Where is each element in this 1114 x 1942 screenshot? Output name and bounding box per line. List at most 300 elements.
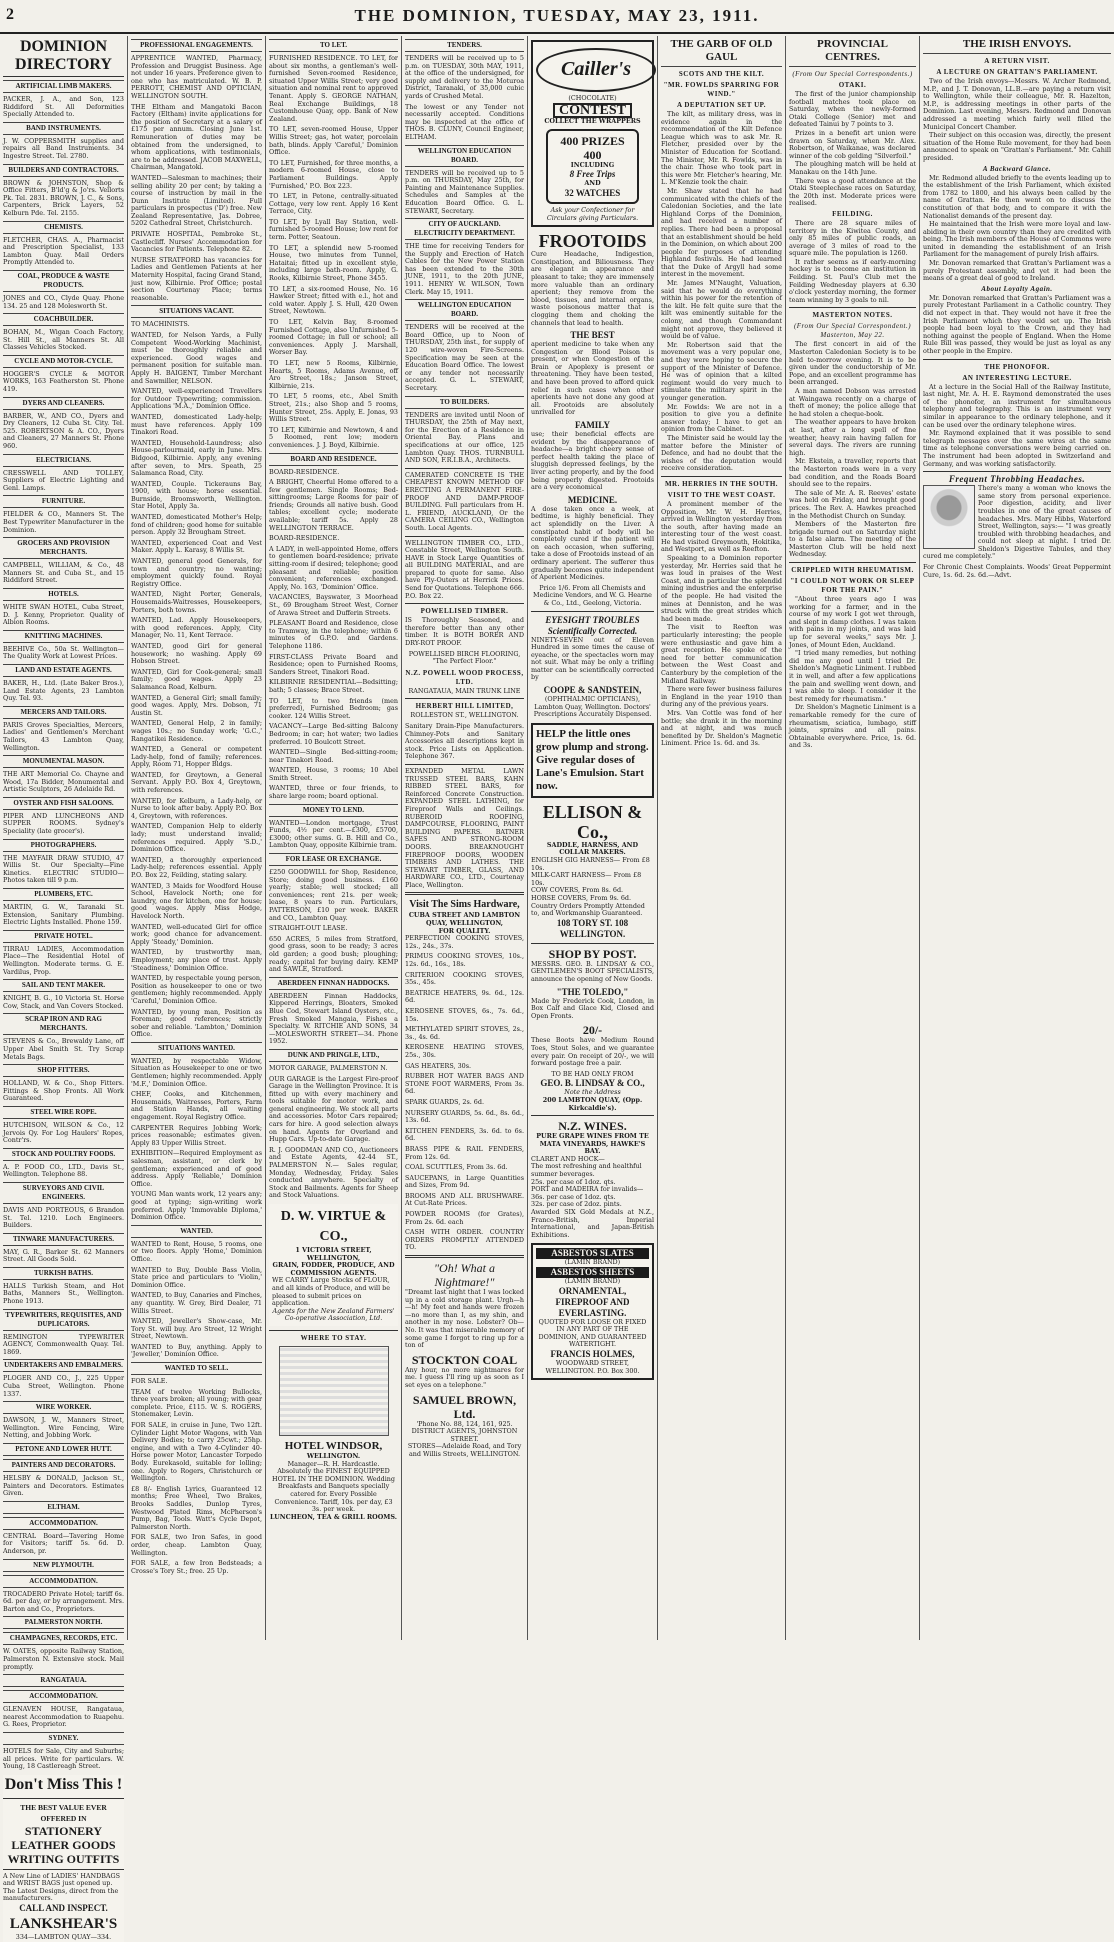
directory-listings bbox=[3, 80, 124, 1771]
asbestos-firm: FRANCIS HOLMES, bbox=[550, 1348, 635, 1359]
ad-shop-name: LANKSHEAR'S bbox=[9, 1916, 118, 1933]
wine-item: 25s. per case of 1doz. qts. bbox=[531, 1177, 616, 1186]
man-portrait-illustration bbox=[923, 485, 975, 549]
classified-entry: THE time for receiving Tenders for the Supply and Erection of Hatch Cables for the New Power Station has been extended to the 30th JUNE, 1911, to the 20th JUNE, 1911. HENRY W. WILSON, Town Clerk. May 15, 1911. bbox=[405, 242, 524, 296]
brown-stores: STORES—Adelaide Road, and Tory and Willis Streets, WELLINGTON. bbox=[407, 1442, 522, 1458]
directory-heading: TYPEWRITERS, REQUISITES, AND DUPLICATORS. bbox=[3, 1309, 124, 1331]
feilding-body bbox=[789, 220, 916, 305]
classified-entry: WANTED, well-educated Girl for office work; good chance for advancement. Apply 'Steady,' Dominion. bbox=[131, 922, 262, 946]
powellised-flooring: POWELLISED BIRCH FLOORING, "The Perfect Floor." bbox=[408, 649, 521, 666]
classified-entry: TO LET, 5 rooms, etc., Abel Smith Street, 21s.; also Shop and 5 rooms, Hunter Street, 25s. Apply, E. Jonas, 93 Willis Street. bbox=[269, 392, 398, 424]
classified-entry: WANTED—London mortgage, Trust Funds, 4½ per cent.—£300, £5700, £3000; other sums. G. B. Hill and Co., Lambton Quay, opposite Kilbirnie tram. bbox=[269, 818, 398, 850]
wines-title: N.Z. WINES. bbox=[558, 1119, 627, 1134]
otaki-heading: OTAKI. bbox=[838, 81, 867, 89]
newspaper-title: THE DOMINION, TUESDAY, MAY 23, 1911. bbox=[354, 6, 760, 25]
classified-entry: NURSE STRATFORD has vacancies for Ladies and Gentlemen Patients at her Maternity Hospital, facing Grand Stand, just now, Kilbirnie. Prof Office; postal section Courtenay Place; terms reasonable. bbox=[131, 255, 262, 302]
tenders-listings bbox=[405, 39, 524, 465]
article-paragraph: Mr. Robertson said that the movement was a very popular one, and they were hoping to secure the support of the Minister of Defence. He was of opinion that a kilted regiment would do very much to stimulate the military spirit in the younger generation. bbox=[661, 340, 782, 402]
phonofor-body bbox=[923, 384, 1111, 469]
directory-entry: BEEHIVE Co., 50a St. Wellington—The Quality Work at Lowest Prices. bbox=[3, 644, 124, 661]
classified-entry: WANTED, for Greytown, a General Servant. Apply P.O. Box 4, Greytown, with references. bbox=[131, 770, 262, 795]
directory-heading: STOCK AND POULTRY FOODS. bbox=[3, 1148, 124, 1161]
cailler-contest: CONTEST bbox=[553, 103, 632, 119]
article-paragraph: Prizes in a benefit art union were drawn on Saturday, when Mr. Alex. Robertson, of Waikanae, was declared winner of the cob gelding "Silverfoil." bbox=[789, 128, 916, 160]
directory-heading: COAL, PRODUCE & WASTE PRODUCTS. bbox=[3, 270, 124, 292]
shop-toledo: "THE TOLEDO," bbox=[556, 986, 629, 997]
shop-firm: GEO. B. LINDSAY & CO., bbox=[540, 1078, 645, 1089]
classified-entry: TO LET, a six-roomed House, No. 16 Hawker Street; fitted with e.l., hot and cold water. Apply J. S. Hull, 420 Owen Street, Newtown. bbox=[269, 284, 398, 316]
directory-title: DOMINION DIRECTORY bbox=[3, 38, 124, 77]
classified-entry: TENDERS are invited until Noon of THURSDAY, the 25th of May next, for the Erection of a Residence in Oriental Bay. Plans and specifications at our office, 125 Lambton Quay. THOS. TURNBULL AND SON, F.R.I.B.A., Architects. bbox=[405, 410, 524, 465]
classified-entry: WANTED, General Help, 2 in family; wages 10s.; no Sunday work; 'G.C.,' Rangatikei Residence. bbox=[131, 719, 262, 743]
directory-heading: PRIVATE HOTEL. bbox=[3, 930, 124, 943]
article-paragraph: He maintained that the Irish were more loyal and law-abiding in their own country than they are credited with being. The Irish members of the House of Commons were united in demanding the establishment of an Irish Parliament for the management of purely Irish affairs. bbox=[923, 220, 1111, 259]
directory-entry: A. P. FOOD CO., LTD., Davis St., Wellington. Telephone 88. bbox=[3, 1162, 124, 1179]
classified-entry: FURNISHED RESIDENCE. TO LET, for about six months, a gentleman's well-furnished Seven-roomed Residence, situated Upper Willis Street; very good situation and nominal rent to approved Tenant. Apply S. GEORGE NATHAN, Real Exchange Buildings, 18 Customhouse Quay, opp. Bank of New Zealand. bbox=[269, 54, 398, 123]
article-paragraph: Mrs. Van Cottle was fond of her bottle; she drank it in the morning and at night, and was much benefited by Dr. Sheldon's Magnetic Liniment. Price 1s. 6d. and 3s. bbox=[661, 708, 782, 748]
directory-heading: CHEMISTS. bbox=[3, 221, 124, 234]
directory-heading: ACCOMMODATION. bbox=[3, 1517, 124, 1530]
column-directory bbox=[0, 36, 128, 1942]
classified-heading: MONEY TO LEND. bbox=[269, 804, 398, 817]
directory-heading: RANGATAUA. bbox=[3, 1674, 124, 1687]
sims-item: CRITERION COOKING STOVES, 35s., 45s. bbox=[405, 970, 524, 987]
shop-desc: Made by Frederick Cook, London, in Box Calf and Glace Kid, Closed and Open Fronts. bbox=[531, 996, 654, 1020]
directory-heading: COACHBUILDER. bbox=[3, 313, 124, 326]
irish-article-body bbox=[923, 78, 1111, 163]
directory-entry: CRESSWELL AND TOLLEY, Suppliers of Electric Lighting and Genl. Lamps. bbox=[3, 468, 124, 492]
garb-sub-3: A DEPUTATION SET UP. bbox=[676, 101, 767, 109]
classified-heading: TO LET. bbox=[269, 39, 398, 52]
classified-entry: WANTED, general good Generals, for town and country; no wanting; employment quickly found. Royal Registry Office. bbox=[131, 557, 262, 588]
classified-entry: STRAIGHT-OUT LEASE. bbox=[269, 924, 348, 933]
frootoids-p1: Cure Headache, Indigestion, Constipation, and Biliousness. They are elegant in appearance and pleasant to take; they are immensely more valuable than an ordinary aperient; they remove from the blood, tissues, and internal organs, waste poisonous matter that is clogging them and choking the channels that lead to health. bbox=[531, 250, 654, 327]
brown-depots: DISTRICT AGENTS, JOHNSTON STREET. bbox=[411, 1427, 518, 1443]
classified-entry: TO LET, in Petone, centrally-situated Cottage, very low rent. Apply 16 Kent Terrace, City. bbox=[269, 192, 398, 216]
directory-entry: CENTRAL Board—Tavering Home for Visitors; tariff 5s. 6d. D. Anderson, pr. bbox=[3, 1531, 124, 1555]
classified-entry: PRIVATE HOSPITAL, Pembroke St., Castlecliff. Nurses' Accommodation for Vacancies for Patients. Telephone 82. bbox=[131, 230, 262, 254]
frootoids-family: FAMILY bbox=[574, 420, 610, 431]
classified-entry: TO LET, to two friends (men preferred), Furnished Bedroom; gas cooker. 124 Willis Street. bbox=[269, 696, 398, 720]
directory-entry: BAKER, H., Ltd. (Late Baker Bros.), Land Estate Agents, 23 Lambton Quy. Tel. 93. bbox=[3, 678, 124, 703]
classified-heading: SITUATIONS VACANT. bbox=[131, 305, 262, 318]
cailler-watches: 32 WATCHES bbox=[564, 187, 621, 198]
frootoids-p3: use; their beneficial effects are evident by the disappearance of headache—a bright cheery sense of perfect health taking the place of sluggish depressed feelings, by the liver acting properly, and by the food being properly digested. Frootoids are a very economical bbox=[531, 430, 654, 492]
shop-title: SHOP BY POST. bbox=[548, 946, 637, 961]
crippled-title: CRIPPLED WITH RHEUMATISM. bbox=[791, 566, 914, 575]
classified-entry: WANTED, a thoroughly experienced Lady-help; references essential. Apply P.O. Box 22, Feilding, stating salary. bbox=[131, 855, 262, 879]
classified-entry: WANTED, by respectable Widow, Situation as Housekeeper to one or two Gentlemen; highly recommended. Apply 'M.F.,' Dominion Office. bbox=[131, 1056, 262, 1088]
sims-item: PERFECTION COOKING STOVES, 12s., 24s., 37s. bbox=[405, 934, 524, 950]
directory-heading: BUILDERS AND CONTRACTORS. bbox=[3, 164, 124, 177]
classified-entry: WANTED—Salesman to machines; their selling ability 20 per cent; by taking a course of instruction by mail in the Dunn Institute (Limited). Full particulars in prospectus ('D') free. New Zealand Representative, Jas. Dobree, 5202 Cathedral Street, Christchurch. bbox=[131, 173, 262, 228]
classified-entry: APPRENTICE WANTED, Pharmacy, Profession and Druggist Business. Age not under 16 years. Preference given to one who has matriculated. W. B. P. PERROTT, CHEMIST AND OPTICIAN, WELLINGTON SOUTH. bbox=[131, 54, 262, 100]
cailler-prizes: 400 PRIZES 400 bbox=[560, 133, 625, 162]
classified-entry: TO LET, a splendid new 5-roomed House, two minutes from Tunnel, Hataitai; fitted up in excellent style, including large bath-room. Apply, G. Rooks, Kilbirnie Street, Phone 3455. bbox=[269, 243, 398, 283]
sims-item: NURSERY GUARDS, 5s. 6d., 8s. 6d., 13s. 6d. bbox=[405, 1108, 524, 1125]
directory-entry: MAY, G. R., Barker St. 62 Manners Street. All Goods Sold. bbox=[3, 1247, 124, 1264]
classified-entry: TEAM of twelve Working Bullocks, three years broken; all young; with gear complete. Price, £115. W. S. ROGERS, Stonemaker, Levin. bbox=[131, 1387, 262, 1419]
directory-heading: ACCOMMODATION. bbox=[3, 1690, 124, 1703]
directory-entry: PLOGER AND CO., J., 225 Upper Cuba Street, Wellington. Phone 1337. bbox=[3, 1374, 124, 1398]
classified-entry: A BRIGHT, Cheerful Home offered to a few gentlemen. Single Rooms; Bed-sittingrooms; Large Rooms for pair of friends; Grounds all native bush. Good tables; excellent cycle; moderate available; tariff 5s. Apply 28 WELLINGTON TERRACE. bbox=[269, 478, 398, 532]
classified-entry: WANTED, by young man, Position as Foreman; good references; strictly sober and reliable. 'Lambton,' Dominion Office. bbox=[131, 1007, 262, 1039]
article-paragraph: "I tried many remedies, but nothing did me any good until I tried Dr. Sheldon's Magnetic Liniment. I rubbed it in well, and after a few applications the pain and swelling went down, and I was able to sleep. I consider it the best remedy for rheumatism." bbox=[789, 649, 916, 703]
classified-entry: WANTED to Rent, House, 5 rooms, one or two floors. Apply 'Home,' Dominion Office. bbox=[131, 1239, 262, 1263]
classified-heading: DUNK AND PRINGLE, LTD., bbox=[269, 1049, 398, 1062]
classified-entry: TENDERS will be received at the Board Office, up to Noon of THURSDAY, 25th inst., for supply of 120 wire-woven Fire-Screens. Specification may be seen at the Education Board Office. The lowest or any tender not necessarily accepted. G. L. STEWART, Secretary. bbox=[405, 323, 524, 392]
classified-entry: WANTED, 3 Maids for Woodford House School, Havelock North; one for laundry, one for kitchen, one for house; good wages. Apply Miss Hodge, Havelock North. bbox=[131, 881, 262, 920]
garb-title: THE GARB OF OLD GAUL bbox=[661, 38, 782, 67]
classified-entry: FOR SALE, two Iron Safes, in good order, cheap. Lambton Quay, Wellington. bbox=[131, 1533, 262, 1557]
samuel-brown: SAMUEL BROWN, Ltd. bbox=[412, 1392, 517, 1421]
sims-item: KEROSENE STOVES, 6s., 7s. 6d., 15s. bbox=[405, 1007, 524, 1023]
classified-entry: WANTED, well-experienced Travellers for Outdoor Typewriting; commission. Applications 'M.A.,' Dominion Office. bbox=[131, 387, 262, 411]
cailler-including: INCLUDING bbox=[570, 160, 615, 169]
directory-heading: ELTHAM. bbox=[3, 1501, 124, 1514]
article-paragraph: Dr. Sheldon's Magnetic Liniment is a remarkable remedy for the cure of rheumatism, sciatica, lumbago, stiff joints, sprains and all pains. Obtainable everywhere. Price, 1s. 6d. and 3s. bbox=[789, 703, 916, 750]
otaki-body bbox=[789, 91, 916, 208]
ellison-sub: SADDLE, HARNESS, AND COLLAR MAKERS. bbox=[546, 840, 639, 857]
classified-entry: 650 ACRES, 5 miles from Stratford, good grass, soon to be ready; 3 acres old garden; a good bush; ploughing; ready; capital for buying dairy. KEMP and SAWLE, Stratford. bbox=[269, 934, 398, 974]
directory-heading: PAINTERS AND DECORATORS. bbox=[3, 1459, 124, 1472]
asbestos-address: WOODWARD STREET, WELLINGTON. P.O. Box 300. bbox=[545, 1358, 640, 1375]
directory-heading: ELECTRICIANS. bbox=[3, 454, 124, 467]
ad-writing-outfits: WRITING OUTFITS bbox=[7, 1851, 120, 1866]
provincial-sub: (From Our Special Correspondents.) bbox=[792, 70, 913, 78]
eyesight-firm: COOPE & SANDSTEIN, bbox=[543, 685, 642, 696]
frootoids-title: FROOTOIDS bbox=[538, 231, 647, 252]
nightmare-title: "Oh! What a Nightmare!" bbox=[433, 1261, 496, 1290]
hotel-text: Absolutely the FINEST EQUIPPED HOTEL IN THE DOMINION. Wedding Breakfasts and Banquets specially catered for. Every Possible Convenience. Tariff, 10s. per day, £3 3s. per week. bbox=[272, 1467, 395, 1514]
hotel-rooms: LUNCHEON, TEA & GRILL ROOMS. bbox=[270, 1512, 397, 1521]
shop-note: Note the Address bbox=[564, 1088, 621, 1097]
directory-entry: HELSBY & DONALD, Jackson St., Painters and Decorators. Estimates Given. bbox=[3, 1474, 124, 1498]
brown-phone: 'Phone No. 88, 124, 161, 925. bbox=[416, 1419, 513, 1428]
classified-heading: PROFESSIONAL ENGAGEMENTS. bbox=[131, 39, 262, 52]
article-paragraph: The visit to Reefton was particularly interesting; the people were enthusiastic and gave him a great reception. He spoke of the need for better communication between the West Coast and Canterbury by the completion of the Midland Railway. bbox=[661, 623, 782, 685]
directory-entry: PACKER, J. A., and Son, 123 Riddiford St. All Deformities Specially Attended to. bbox=[3, 95, 124, 119]
article-paragraph: The weather appears to have broken at last, after a long spell of fine weather, heavy rain having fallen for several days. The rivers are running high. bbox=[789, 418, 916, 457]
crippled-sub: "I COULD NOT WORK OR SLEEP FOR THE PAIN." bbox=[790, 577, 915, 595]
classified-entry: WANTED, Night Porter, Generals, Housemaids-Waitresses, Housekeepers, Porters, both towns. bbox=[131, 590, 262, 614]
virtue-text: WE CARRY Large Stocks of FLOUR, and all kinds of Produce, and will be pleased to submit prices on application. bbox=[272, 1276, 391, 1308]
directory-heading: DYERS AND CLEANERS. bbox=[3, 397, 124, 410]
eyesight-address: (OPHTHALMIC OPTICIANS), Lambton Quay, Wellington. Doctors' Prescriptions Accurately Dispensed. bbox=[533, 695, 652, 719]
powellised-address: RANGATAUA, MAIN TRUNK LINE bbox=[408, 686, 521, 695]
cailler-foot: Ask your Confectioner for Circulars giving Particulars. bbox=[546, 205, 639, 222]
lanes-text: HELP the little ones grow plump and strong. Give regular doses of Lane's Emulsion. Start now. bbox=[536, 727, 649, 792]
shop-address: 200 LAMBTON QUAY, (Opp. Kirkcaldie's). bbox=[542, 1095, 643, 1112]
headaches-foot: For Chronic Chest Complaints. Woods' Great Peppermint Cure, 1s. 6d. 2s. 6d.—Advt. bbox=[923, 563, 1111, 579]
ellison-country: Country Orders Promptly Attended to, and Workmanship Guaranteed. bbox=[531, 901, 645, 918]
article-paragraph: A prominent member of the Opposition, Mr. W. H. Herries, arrived in Wellington yesterday from the south, after having made an interesting tour of the west coast. He had visited Greymouth, Hokitika, and Westport, as well as Reefton. bbox=[661, 499, 782, 554]
classified-heading: CITY OF AUCKLAND. ELECTRICITY DEPARTMENT. bbox=[405, 218, 524, 240]
column-ads bbox=[528, 36, 658, 1640]
directory-heading: SHOP FITTERS. bbox=[3, 1064, 124, 1077]
column-irish bbox=[920, 36, 1114, 1640]
directory-entry: TIRRAU LADIES, Accommodation Place—The Residential Hotel of Wellington. Moderate terms. G. E. Vardilus, Prop. bbox=[3, 944, 124, 976]
classified-entry: WANTED, experienced Coat and Vest Maker. Apply L. Karasy, 8 Willis St. bbox=[131, 538, 262, 555]
directory-heading: CHAMPAGNES, RECORDS, ETC. bbox=[3, 1632, 124, 1645]
directory-entry: TROCADERO Private Hotel; tariff 6s. 6d. per day, or by arrangement. Mrs. Barton and Co., Proprietors. bbox=[3, 1589, 124, 1613]
article-paragraph: The ploughing match will be held at Manakau on the 14th June. bbox=[789, 160, 916, 176]
concrete-ad: CAMERATED CONCRETE IS THE CHEAPEST KNOWN METHOD OF ERECTING A PERMANENT FIRE-PROOF AND DAMP-PROOF BUILDING. Full particulars from H. L. FRIEND, AUCKLAND, Or the CAMERA CEILING CO., Wellington South. Local Agents. bbox=[405, 470, 524, 532]
directory-entry: GLENAVEN HOUSE, Rangataua, nearest Accommodation to Ruapehu. G. Rees, Proprietor. bbox=[3, 1705, 124, 1729]
loyalty-body bbox=[923, 295, 1111, 356]
directory-heading: OYSTER AND FISH SALOONS. bbox=[3, 797, 124, 810]
directory-heading: ARTIFICIAL LIMB MAKERS. bbox=[3, 80, 124, 93]
classified-entry: £250 GOODWILL for Shop, Residence, Store; doing good business. £160 yearly; stable; well stocked; all conveniences; rent 21s. per week; lease, 8 years to run. Particulars, PATTERSON, £10 per week. BAKER and CO., Lambton Quay. bbox=[269, 868, 398, 922]
directory-heading: NEW PLYMOUTH. bbox=[3, 1559, 124, 1572]
directory-entry: BARBER, W., AND CO., Dyers and Dry Cleaners, 12 Cuba St. City. Tel. 525. ROBERTSON & A. CO., Dyers and Cleaners, 27 Manners St. Phone 960. bbox=[3, 411, 124, 451]
masthead bbox=[0, 0, 1114, 34]
sims-item: POWDER ROOMS (for Grates), From 2s. 6d. each bbox=[405, 1210, 524, 1226]
asbestos-ad bbox=[531, 1243, 654, 1380]
classified-entry: WANTED, domesticated Mother's Help; fond of children; good home for suitable person. Apply 32 Brougham Street. bbox=[131, 513, 262, 537]
directory-heading: SAIL AND TENT MAKER. bbox=[3, 979, 124, 992]
to-let-listings bbox=[269, 39, 398, 1200]
wines-note: Awarded SIX Gold Medals at N.Z., Franco-British, Imperial International, and Japan-British Exhibitions. bbox=[531, 1208, 654, 1239]
article-paragraph: Their subject on this occasion was, directly, the present situation of the Home Rule movement, for they had been announced to speak on "Grattan's Parliament." Mr. Cahill presided. bbox=[923, 131, 1111, 162]
asbestos-sheets: ASBESTOS SHEETS bbox=[536, 1267, 649, 1278]
classified-entry: WANTED, domesticated Lady-help; must have references. Apply 109 Tinakori Road. bbox=[131, 412, 262, 437]
ad-headline: Don't Miss This ! bbox=[4, 1775, 123, 1793]
directory-heading: KNITTING MACHINES. bbox=[3, 630, 124, 643]
cailler-and: AND bbox=[584, 179, 601, 188]
nightmare-text: "Dreamt last night that I was locked up in a cold storage plant. Urgh—h—h! My feet and hands were frozen—no more than I, as my shin, and another in my nose. Lobster? Ob—No. It was that miserable memory of some game I forgot to ring up for a ton of bbox=[405, 1288, 524, 1350]
sims-item: KITCHEN FENDERS, 3s. 6d. to 6s. 6d. bbox=[405, 1126, 524, 1143]
classified-entry: £8 8/- English Lyrics, Guaranteed 12 months; Free Wheel, Two Brakes, Brooks Saddles, Dunlop Tyres, Westwood Plated Rims, McPherson's Pump, Bag, Tools. Watt's Cycle Depot, Palmerston North. bbox=[131, 1484, 262, 1531]
classified-entry: VACANCY—Large Bed-sitting Balcony Bedroom; in car; hot water; two ladies preferred. 10 Boulcott Street. bbox=[269, 722, 398, 746]
virtue-agents: Agents for the New Zealand Farmers' Co-operative Association, Ltd. bbox=[272, 1306, 395, 1323]
directory-heading: WIRE WORKER. bbox=[3, 1401, 124, 1414]
classified-entry: The lowest or any Tender not necessarily accepted. Conditions may be inspected at the office of THOS. B. CLUNY, Council Engineer, ELTHAM. bbox=[405, 102, 524, 141]
ad-stationery: STATIONERY bbox=[24, 1823, 103, 1838]
directory-heading: LAND AND ESTATE AGENTS. bbox=[3, 664, 124, 677]
eyesight-title: EYESIGHT TROUBLES Scientifically Corrected. bbox=[545, 614, 640, 636]
directory-entry: MARTIN, G. W., Taranaki St. Extension, Sanitary Plumbing. Electric Lights Installed. Phone 159. bbox=[3, 903, 124, 927]
sims-item: CASH WITH ORDER. COUNTRY ORDERS PROMPTLY ATTENDED TO. bbox=[405, 1228, 524, 1252]
column-tenders bbox=[402, 36, 528, 1640]
virtue-address: 1 VICTORIA STREET, WELLINGTON, bbox=[295, 1246, 372, 1262]
directory-entry: PARIS Groves Specialties, Mercers, Ladies' and Gentlemen's Merchant Tailors, 43 Lambton Quay, Wellington. bbox=[3, 720, 124, 752]
garb-sub-2: "MR. FOWLDS SPARRING FOR WIND." bbox=[663, 81, 780, 98]
ellison-address: 108 TORY ST. 108 WELLINGTON. bbox=[556, 917, 629, 939]
directory-heading: HOTELS. bbox=[3, 588, 124, 601]
directory-entry: HALLS Turkish Steam, and Hot Baths, Manners St., Wellington. Phone 1913. bbox=[3, 1281, 124, 1306]
masterton-sub: (From Our Special Correspondent.) Masterton, May 22. bbox=[793, 322, 912, 340]
sims-item: BROOMS AND ALL BRUSHWARE. At Cut-Rate Prices. bbox=[405, 1191, 524, 1208]
timber-ad: WELLINGTON TIMBER CO., LTD., Constable Street, Wellington South. HAVE in Stock Large Quantities of all BUILDING MATERIAL, and are prepared to quote for same. Also have Ply-Outers at Herrick Prices. Send for Quotations. Telephone 666. P.O. Box 22. bbox=[405, 538, 524, 600]
sims-item: SPARK GUARDS, 2s. 6d. bbox=[405, 1097, 484, 1106]
directory-heading: TURKISH BATHS. bbox=[3, 1267, 124, 1280]
classified-entry: ABERDEEN Finnan Haddocks, Kippered Herrings, Bloaters, Smoked Blue Cod, Stewart Island Oysters, etc., Fresh Smoked Mangaia, Fishes a Specialty. W. RITCHIE AND SONS, 34—MOLESWORTH STREET—34. Phone 1952. bbox=[269, 991, 398, 1046]
directory-entry: STEVENS & Co., Brewaldy Lane, off Upper Abel Smith St. Try Scrap Metals Bags. bbox=[3, 1037, 124, 1061]
virtue-line: GRAIN, FODDER, PRODUCE, AND COMMISSION AGENTS. bbox=[272, 1261, 395, 1277]
directory-entry: FIELDER & CO., Manners St. The Best Typewriter Manufacturer in the Dominion. bbox=[3, 510, 124, 534]
classified-entry: WANTED, for Nelson Yards, a Fully Competent Wood-Working Machinist, must be thoroughly reliable and experienced. Good wages and permanent position for suitable man. Apply H. BAIGENT, Timber Merchant and Sawmiller, NELSON. bbox=[131, 331, 262, 385]
classified-entry: WANTED to Buy, anything. Apply to 'Jeweller,' Dominion Office. bbox=[131, 1342, 262, 1359]
phonofor-title: THE PHONOFOR. bbox=[984, 362, 1050, 371]
asbestos-sheets-brand: (LAMIN BRAND) bbox=[564, 1277, 621, 1285]
lankshear-ad bbox=[3, 1775, 124, 1942]
classified-heading: SITUATIONS WANTED. bbox=[131, 1042, 262, 1055]
article-paragraph: Speaking to a Dominion reporter yesterday, Mr. Herries said that he was loud in praises of the West Coast, and in particular the splendid mining industries and the enterprise of the people. He had visited the mines at Denniston, and he was struck with the great strides which had been made. bbox=[661, 554, 782, 623]
wine-item: The most refreshing and healthful summer beverages. bbox=[531, 1162, 642, 1179]
article-paragraph: Mr. Donovan remarked that Grattan's Parliament was a purely Protestant Parliament in a Catholic country. They did not expect in that. They would not have it free the Irish Parliament which they would set up. The Irish people had been loyal to the Crown, and they had nothing against the people of England. When the Home Rule Bill was passed, they would be just as loyal as any other people in the Empire. bbox=[923, 293, 1111, 355]
classified-entry: WANTED to Buy, Double Bass Violin, State price and particulars to 'Violin,' Dominion Office. bbox=[131, 1265, 262, 1289]
column-situations bbox=[128, 36, 266, 1640]
article-paragraph: The Minister said he would lay the matter before the Minister of Defence, and had no doubt that the wishes of the deputation would receive consideration. bbox=[661, 433, 782, 473]
article-paragraph: There was a good attendance at the Otaki Steeplechase races on Saturday, the 20th inst. Moderate prices were realised. bbox=[789, 176, 916, 208]
classified-entry: MOTOR GARAGE, PALMERSTON N. bbox=[269, 1063, 388, 1072]
classified-heading: WELLINGTON EDUCATION BOARD. bbox=[405, 299, 524, 321]
article-paragraph: It rather seems as if early-morning hockey is to become an institution in Feilding. St. Paul's Club met the Feilding Wednesday players at 6.30 o'clock yesterday morning, the former team winning by 3 goals to nil. bbox=[789, 257, 916, 304]
cailler-sub: (CHOCOLATE) bbox=[568, 94, 617, 102]
sims-item: COAL SCUTTLES, From 3s. 6d. bbox=[405, 1163, 508, 1172]
classified-entry: R. J. GOODMAN AND CO., Auctioneers and Estate Agents, 42-44 ST., PALMERSTON N.— Sales regular, Monday, Wednesday, Friday. Sales conducted anywhere. Specialty of Stock and Bailments. Agents for Sheep and Stock Valuations. bbox=[269, 1145, 398, 1200]
directory-entry: DAVIS AND PORTEOUS, 6 Brandon St. Tel. 1210. Loch Engineers. Builders. bbox=[3, 1205, 124, 1230]
directory-entry: BOHAN, M., Wigan Coach Factory, St. Hill St., all Manners St. All Classes Vehicles Stocked. bbox=[3, 328, 124, 352]
classified-entry: WANTED, Companion Help to elderly lady; must understand invalid; references required. Apply 'S.D.,' Dominion Office. bbox=[131, 822, 262, 854]
classified-entry: CARPENTER Requires Jobbing Work; prices reasonable; estimates given. Apply 83 Upper Willis Street. bbox=[131, 1123, 262, 1147]
classified-entry: WANTED, by trustworthy man, Employment; any place of trust. Apply 'Steadiness,' Dominion Office. bbox=[131, 948, 262, 972]
provincial-title: PROVINCIAL CENTRES. bbox=[789, 38, 916, 67]
classified-entry: TO LET, Furnished, for three months, a modern 6-roomed House, close to Parliament Buildings. Apply 'Furnished,' P.O. Box 223. bbox=[269, 158, 398, 190]
shop-text-2: These Boots have Medium Round Toes, Stout Soles, and we guarantee every pair. On receipt of 20/-, we will forward postage free a pair. bbox=[531, 1036, 654, 1068]
article-paragraph: There were fewer business failures in England in the year 1910 than during any of the previous years. bbox=[661, 685, 782, 709]
asbestos-text: QUOTED FOR LOOSE OR FIXED IN ANY PART OF THE DOMINION, AND GUARANTEED WATERTIGHT. bbox=[538, 1317, 647, 1349]
hill-text: Sanitary Drain-Pipe Manufacturers. Chimney-Pots and Sanitary Accessories all descriptions kept in stock. Price Lists on Application. Telephone 367. bbox=[405, 722, 524, 761]
article-paragraph: Mr. Fowlds: We are not in a position to give you a definite answer today; I have to get an opinion from the Cabinet. bbox=[661, 402, 782, 434]
ad-text: A New Line of LADIES' HANDBAGS and WRIST BAGS just opened up. The Latest Designs, direct from the manufacturers. bbox=[3, 1871, 121, 1903]
ad-call: CALL AND INSPECT. bbox=[19, 1903, 108, 1914]
classified-entry: WANTED, a General or competent Lady-help, fond of family; references. Apply, Room 71, Hopper Bldgs. bbox=[131, 745, 262, 769]
classified-entry: WANTED—Single Bed-sitting-room; near Tinakori Road. bbox=[269, 748, 398, 764]
ad-leather-goods: LEATHER GOODS bbox=[11, 1837, 116, 1852]
page-columns bbox=[0, 36, 1114, 1942]
directory-entry: CAMPBELL, WILLIAM, & Co., 48 Manners St. and Cuba St., and 15 Riddiford Street. bbox=[3, 561, 124, 585]
article-paragraph: Mr. Donovan remarked that Grattan's Parliament was a purely Protestant assembly, and yet it had been the means of a great deal of good to Ireland. bbox=[923, 259, 1111, 283]
directory-heading: PALMERSTON NORTH. bbox=[3, 1616, 124, 1629]
asbestos-slates: ASBESTOS SLATES bbox=[536, 1248, 649, 1259]
classified-entry: EXHIBITION—Required Employment as salesman, assistant, or clerk by gentleman; experienced and of good address. Apply 'Reliable,' Dominion Office. bbox=[131, 1149, 262, 1188]
classified-entry: WANTED, three or four friends, to share large room; board optional. bbox=[269, 784, 398, 801]
directory-heading: PHOTOGRAPHERS. bbox=[3, 839, 124, 852]
directory-heading: STEEL WIRE ROPE. bbox=[3, 1106, 124, 1119]
article-paragraph: Mr. Raymond explained that it was possible to send telegraph messages over the same wires at the same time as telephone conversations were being carried on. The instrument had been adopted in Switzerland and Germany, and was working satisfactorily. bbox=[923, 429, 1111, 468]
asbestos-ornamental: ORNAMENTAL, FIREPROOF AND EVERLASTING. bbox=[555, 1285, 630, 1318]
page-number: 2 bbox=[6, 6, 14, 23]
frootoids-medicine: MEDICINE. bbox=[567, 494, 618, 505]
classified-entry: TO LET, seven-roomed House, Upper Willis Street; gas, hot water, porcelain bath, blinds. Apply 'Careful,' Dominion Office. bbox=[269, 125, 398, 157]
metal-ad: EXPANDED METAL LAWN TRUSSED STEEL BARS, KAHN RIBBED STEEL BARS, for Reinforced Concrete Construction. EXPANDED STEEL LATHING, for Fireproof Walls and Ceilings. RUBEROID ROOFING, DAMPCOURSE, FLOORING, PAINT BUILDING PAPERS. BATNER SAFES AND STRONG-ROOM DOORS. BREAKNOUGHT FIREPROOF DOORS, WOODEN TIMBERS AND LATHES. THE STEWART TIMBER, GLASS, AND HARDWARE CO., LTD., Courtenay Place, Wellington. bbox=[405, 766, 524, 889]
classified-entry: TO LET, Kilbirnie and Newtown, 4 and 5 Roomed, rent low; modern conveniences. J. J. Boyd, Kilbirnie. bbox=[269, 425, 398, 449]
classified-entry: WANTED, a General Girl; small family; good wages. Apply, Mrs. Dobson, 71 Austin St. bbox=[131, 693, 262, 717]
wine-item: 36s. per case of 1doz. qts. bbox=[531, 1192, 616, 1201]
sims-item: PRIMUS COOKING STOVES, 10s., 12s. 6d., 16s., 18s. bbox=[405, 952, 524, 969]
sims-item: RUBBER HOT WATER BAGS AND STONE FOOT WARMERS, From 3s. 6d. bbox=[405, 1072, 524, 1096]
column-garb bbox=[658, 36, 786, 1640]
directory-entry: WHITE SWAN HOTEL, Cuba Street, D. J. Kenny, Proprietor. Quality of Albion Rooms. bbox=[3, 602, 124, 627]
directory-heading: PLUMBERS, ETC. bbox=[3, 888, 124, 901]
stockton-coal: STOCKTON COAL bbox=[411, 1352, 518, 1367]
powellised-text: IS Thoroughly Seasoned, and therefore better than any other timber. It is BOTH BORER AND DRY-ROT PROOF. bbox=[405, 616, 524, 648]
classified-entry: FOR SALE. bbox=[131, 1377, 168, 1386]
classified-entry: THE Eltham and Mangatoki Bacon Factory (Eltham) invite applications for the position of Secretary at a salary of £175 per annum. Closing June 1st. Remuneration of duties may be obtained from the undersigned, to whom applications, with testimonials, are to be addressed. JACOB MAXWELL, Chairman, Mangatoki. bbox=[131, 102, 262, 172]
classified-entry: KILBIRNIE RESIDENTIAL—Bedsitting; bath; 5 classes; Brace Street. bbox=[269, 678, 398, 694]
headaches-title: Frequent Throbbing Headaches. bbox=[948, 474, 1086, 485]
directory-heading: MONUMENTAL MASON. bbox=[3, 755, 124, 768]
classified-entry: TO LET, new 5 Rooms, Kilbirnie, Hearts, 5 Rooms, Adams Avenue, off Aro Street, 18s.; Janson Street, Kilbirnie, 21s. bbox=[269, 358, 398, 390]
virtue-title: D. W. VIRTUE & CO., bbox=[280, 1209, 387, 1244]
directory-entry: THE ART Memorial Co. Chayne and Wood, 17a Bidder, Monumental and Artistic Sculptors, 26 Adelaide Rd. bbox=[3, 770, 124, 794]
classified-entry: FIRST-CLASS Private Board and Residence; open to Furnished Rooms, Sanders Street, Tinakori Road. bbox=[269, 652, 398, 676]
classified-entry: WANTED, for Kelburn, a Lady-help, or Nurse to look after baby. Apply P.O. Box 4, Greytown, with references. bbox=[131, 796, 262, 820]
classified-heading: FOR LEASE OR EXCHANGE. bbox=[269, 853, 398, 866]
garb-sub-1: SCOTS AND THE KILT. bbox=[678, 70, 765, 78]
classified-entry: WANTED, Girl for Cook-general; small family; good wages. Apply 23 Salamanca Road, Kelburn. bbox=[131, 667, 262, 691]
classified-heading: WELLINGTON EDUCATION BOARD. bbox=[405, 145, 524, 167]
wines-sub: PURE GRAPE WINES FROM TE MATA VINEYARDS, HAWKE'S BAY. bbox=[536, 1132, 649, 1156]
directory-heading: ACCOMMODATION. bbox=[3, 1575, 124, 1588]
directory-heading: CYCLE AND MOTOR-CYCLE. bbox=[3, 355, 124, 368]
nightmare-text-2: Any hour, no more nightmares for me. I guess I'll ring up as soon as I set eyes on a telephone." bbox=[405, 1365, 524, 1389]
directory-heading: SCRAP IRON AND RAG MERCHANTS. bbox=[3, 1013, 124, 1035]
frootoids-p4: A dose taken once a week, at bedtime, is highly beneficial. They act splendidly on the Liver. A constipated habit of body will be completely cured if the patient will on each occasion, when suffering, take a dose of Frootoids instead of an ordinary aperient. The sufferer thus gradually becomes quite independent of Aperient Medicines. bbox=[531, 504, 654, 582]
irish-sub-1: A RETURN VISIT. bbox=[984, 57, 1050, 65]
classified-heading: WANTED. bbox=[131, 1225, 262, 1238]
cailler-collect: COLLECT THE WRAPPERS bbox=[544, 117, 641, 126]
classified-entry: BOARD-RESIDENCE. bbox=[269, 467, 340, 476]
article-paragraph: Members of the Masterton fire brigade turned out on Saturday night to a false alarm. The meeting of the Masterton Club will be held next Wednesday. bbox=[789, 520, 916, 559]
classified-heading: TENDERS. bbox=[405, 39, 524, 52]
classified-entry: WANTED, by respectable young person, Position as housekeeper to one or two gentlemen; highly recommended. Apply 'Careful,' Dominion Office. bbox=[131, 974, 262, 1005]
directory-entry: KNIGHT, B. G., 10 Victoria St. Horse Cow, Stack, and Van Covers Stocked. bbox=[3, 994, 124, 1010]
frootoids-price: Price 1/6. From all Chemists and Medicine Vendors, and W. G. Hearne & Co., Ltd., Geelong, Victoria. bbox=[533, 583, 652, 607]
directory-heading: BAND INSTRUMENTS. bbox=[3, 122, 124, 135]
article-paragraph: Mr. James M'Naught, Valuation, said that he would do everything within his power for the retention of the kilt. He felt quite sure that the kilt was eminently suitable for the colony, and though Commandant might not approve, they believed it would be of value. bbox=[661, 279, 782, 341]
classified-entry: PLEASANT Board and Residence, close to Tramway, in the telephone; within 6 minutes of G.P.O. and Gardens. Telephone 1186. bbox=[269, 619, 398, 650]
sims-item: BEATRICE HEATERS, 9s. 6d., 12s. 6d. bbox=[405, 988, 524, 1005]
hill-address: ROLLESTON ST., WELLINGTON. bbox=[410, 711, 519, 720]
classified-entry: TO MACHINISTS. bbox=[131, 320, 190, 329]
sims-item: SAUCEPANS, in Large Quantities and Sizes, From 9d. bbox=[405, 1173, 524, 1190]
directory-heading: TINWARE MANUFACTURERS. bbox=[3, 1233, 124, 1246]
shop-text: MESSRS. GEO. B. LINDSAY & CO., GENTLEMEN'S BOOT SPECIALISTS, announce the opening of New Goods. bbox=[531, 959, 654, 983]
headaches-text: There's many a woman who knows the same story from personal experience. Poor digestion, acidity, and liver troubles in one of the great causes of headaches. Mrs. Mary Hibbs, Waterford Street, Wellington, says:— "I was greatly troubled with throbbing headaches, and could not sleep at night. I tried Dr. Sheldon's Digestive Tabules, and they cured me completely." bbox=[923, 484, 1111, 561]
directory-entry: JONES and CO., Clyde Quay. Phone 134. 25 and 128 Molesworth St. bbox=[3, 293, 124, 310]
herries-sub: VISIT TO THE WEST COAST. bbox=[667, 490, 776, 499]
directory-heading: MERCERS AND TAILORS. bbox=[3, 706, 124, 719]
directory-heading: SURVEYORS AND CIVIL ENGINEERS. bbox=[3, 1182, 124, 1204]
classified-entry: BOARD-RESIDENCE. bbox=[269, 534, 340, 543]
column-provincial bbox=[786, 36, 920, 1640]
hotel-name: HOTEL WINDSOR, bbox=[284, 1439, 383, 1452]
cailler-logo: Cailler's bbox=[536, 48, 656, 92]
classified-entry: TENDERS will be received up to 5 p.m. on TUESDAY, 30th MAY, 1911, at the office of the undersigned, for supply and delivery to the Moturoa District, Taranaki, of 35,000 cubic yards of Crushed Metal. bbox=[405, 54, 524, 100]
cailler-ad bbox=[531, 40, 654, 227]
article-paragraph: The first concert in aid of the Masterton Caledonian Society is to be held to-morrow evening. It is to be given under the conductorship of Mr. Pope, and an excellent programme has been arranged. bbox=[789, 340, 916, 387]
directory-entry: J. W. COPPERSMITH supplies and repairs all Band Instruments. 34 Ingestre Street. Tel. 2780. bbox=[3, 136, 124, 160]
article-paragraph: The kilt, as military dress, was in evidence again in the recommendation of the Kilt Defence League which was to ask Mr. R. Fletcher, presided over by the Minister of Education for Scotland. The Minister, Mr. R. Fowlds, was in the chair. Those who took part in this were Mr. Fletcher's hearing, Mr. L. M'Kenzie took the chair. bbox=[661, 110, 782, 187]
classified-entry: TO LET, by Lyall Bay Station, well-furnished 5-roomed House; low rent for term. Potter, Seatoun. bbox=[269, 217, 398, 242]
situations-listings bbox=[131, 39, 262, 1575]
classified-entry: TO LET, Kelvin Bay, 8-roomed Furnished Cottage, also Unfurnished 5-roomed Cottage; in full or school; all conveniences. Apply J. Marshall, Worser Bay. bbox=[269, 318, 398, 357]
hotel-town: WELLINGTON. bbox=[306, 1451, 361, 1460]
masterton-title: MASTERTON NOTES. bbox=[812, 311, 893, 320]
